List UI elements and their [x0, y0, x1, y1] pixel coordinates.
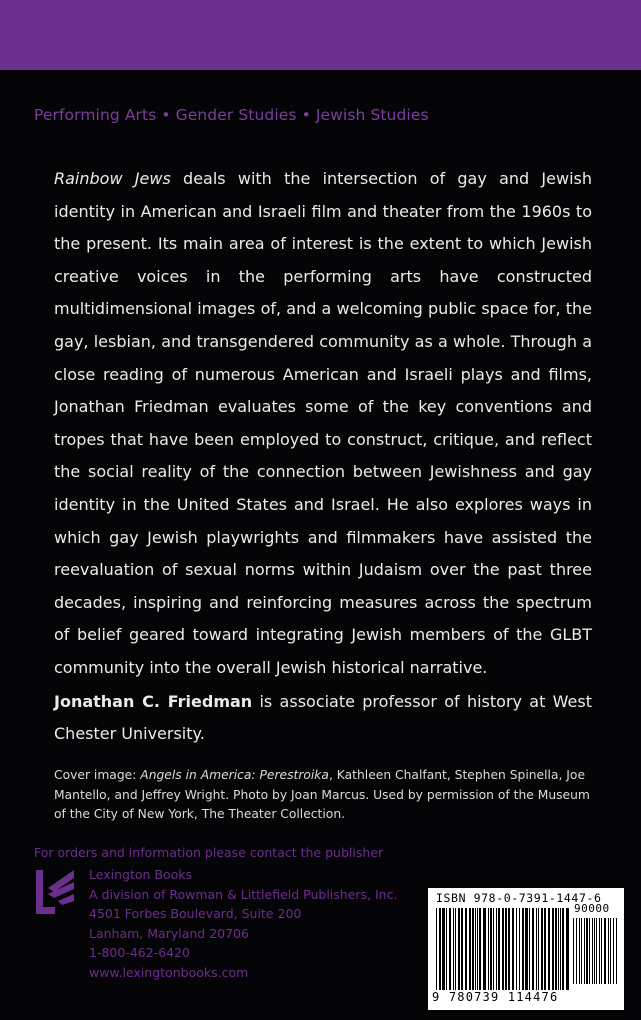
publisher-street: 4501 Forbes Boulevard, Suite 200 [89, 906, 302, 921]
barcode-bar [562, 908, 564, 990]
barcode-bar [560, 908, 561, 990]
bullet-separator: • [301, 106, 311, 124]
barcode-bar [496, 908, 497, 990]
isbn-label: ISBN 978-0-7391-1447-6 [436, 891, 602, 905]
barcode-bar [599, 918, 600, 984]
barcode-bar [458, 908, 460, 990]
barcode-bar [461, 908, 463, 990]
price-addon-number: 90000 [574, 902, 610, 915]
credit-work: Angels in America: Perestroika [140, 768, 329, 782]
barcode-bar [558, 908, 559, 990]
author-bio [54, 686, 592, 750]
barcode-bar [442, 908, 445, 990]
barcode-bar [446, 908, 447, 990]
barcode-bar [477, 908, 478, 990]
barcode-bar [505, 908, 507, 990]
publisher-logo-icon [34, 868, 78, 916]
barcode-bar [529, 908, 530, 990]
barcode-panel [428, 888, 624, 1010]
top-color-band [0, 0, 641, 70]
barcode-bar [436, 908, 437, 990]
barcode-bar [594, 918, 595, 984]
credit-rest: , Kathleen Chalfant, Stephen Spinella, Joe Mantello, and Jeffrey Wright. Photo by Joan Marcus. Used by permission of the Museum of the City of New York, The Theater Collection. [54, 768, 590, 821]
barcode-bar [608, 918, 609, 984]
barcode-bar [472, 908, 474, 990]
barcode-bar [604, 918, 606, 984]
barcode-bar [525, 908, 528, 990]
barcode-bar [453, 908, 454, 990]
publisher-name: Lexington Books [89, 867, 193, 882]
barcode-bar [519, 908, 520, 990]
barcode-bar [512, 908, 514, 990]
barcode-bar [469, 908, 471, 990]
barcode-bar [483, 908, 486, 990]
contact-heading: For orders and information please contact the publisher [34, 845, 384, 860]
barcode-bar [573, 918, 574, 984]
barcode-bar [498, 908, 500, 990]
barcode-bar [536, 908, 537, 990]
barcode-bar [488, 908, 489, 990]
barcode-bar [541, 908, 543, 990]
barcode-bar [516, 908, 517, 990]
barcode-bar [566, 908, 569, 990]
barcode-bar [439, 908, 441, 990]
barcode-bar [555, 908, 557, 990]
barcode-bar [502, 908, 504, 990]
cover-credit [54, 766, 594, 825]
barcode-bar [548, 908, 550, 990]
publisher-city: Lanham, Maryland 20706 [89, 925, 249, 941]
barcode-bar [586, 918, 588, 984]
publisher-address [89, 865, 397, 982]
book-title: Rainbow Jews [54, 169, 171, 188]
barcode-bar [522, 908, 524, 990]
barcode-bar [490, 908, 492, 990]
ean-barcode [436, 908, 570, 990]
barcode-bar [589, 918, 590, 984]
author-name: Jonathan C. Friedman [54, 692, 253, 711]
subject-3: Jewish Studies [315, 106, 429, 124]
publisher-division: A division of Rowman & Littlefield Publishers, Inc. [89, 886, 398, 902]
barcode-bar [493, 908, 494, 990]
barcode-bar [552, 908, 554, 990]
barcode-bar [475, 908, 476, 990]
publisher-phone: 1-800-462-6420 [89, 945, 191, 960]
barcode-bar [479, 908, 481, 990]
barcode-bar [455, 908, 456, 990]
publisher-website: www.lexingtonbooks.com [89, 964, 249, 980]
addon-barcode [573, 918, 619, 984]
subject-categories [34, 106, 429, 124]
barcode-bar [581, 918, 582, 984]
barcode-bar [579, 918, 580, 984]
barcode-bar [616, 918, 617, 984]
barcode-bar [592, 918, 593, 984]
bullet-separator: • [161, 106, 171, 124]
credit-prefix: Cover image: [54, 768, 141, 782]
subject-2: Gender Studies [175, 106, 297, 124]
barcode-bar [449, 908, 451, 990]
book-description [54, 163, 592, 685]
barcode-bar [610, 918, 611, 984]
author-bio-text: is associate professor of history at West Chester University. [54, 692, 593, 743]
barcode-bar [613, 918, 614, 984]
subject-1: Performing Arts [34, 106, 157, 124]
barcode-bar [584, 918, 585, 984]
barcode-bar [508, 908, 510, 990]
barcode-bar [544, 908, 546, 990]
ean-number: 9 780739 114476 [432, 990, 559, 1004]
barcode-bar [576, 918, 577, 984]
barcode-bar [465, 908, 467, 990]
description-body: deals with the intersection of gay and Jewish identity in American and Israeli film and theater from the 1960s to the present. Its main area of interest is the extent to which Jewish creative voices in the performing arts have constructed multidimensional images of, and a welcoming public space for, the gay, lesbian, and transgendered community as a whole. Through a close reading of numerous American and Israeli plays and films, Jonathan Friedman evaluates some of the key conventions and tropes that have been employed to construct, critique, and reflect the social reality of the connection between Jewishness and gay identity in the United States and Israel. He also explores ways in which gay Jewish playwrights and filmmakers have assisted the reevaluation of sexual norms within Judaism over the past three decades, inspiring and reinforcing measures across the spectrum of belief geared toward integrating Jewish members of the GLBT community into the overall Jewish historical narrative. [54, 169, 593, 677]
barcode-bar [538, 908, 539, 990]
barcode-bar [596, 918, 597, 984]
barcode-bar [601, 918, 602, 984]
barcode-bar [532, 908, 534, 990]
